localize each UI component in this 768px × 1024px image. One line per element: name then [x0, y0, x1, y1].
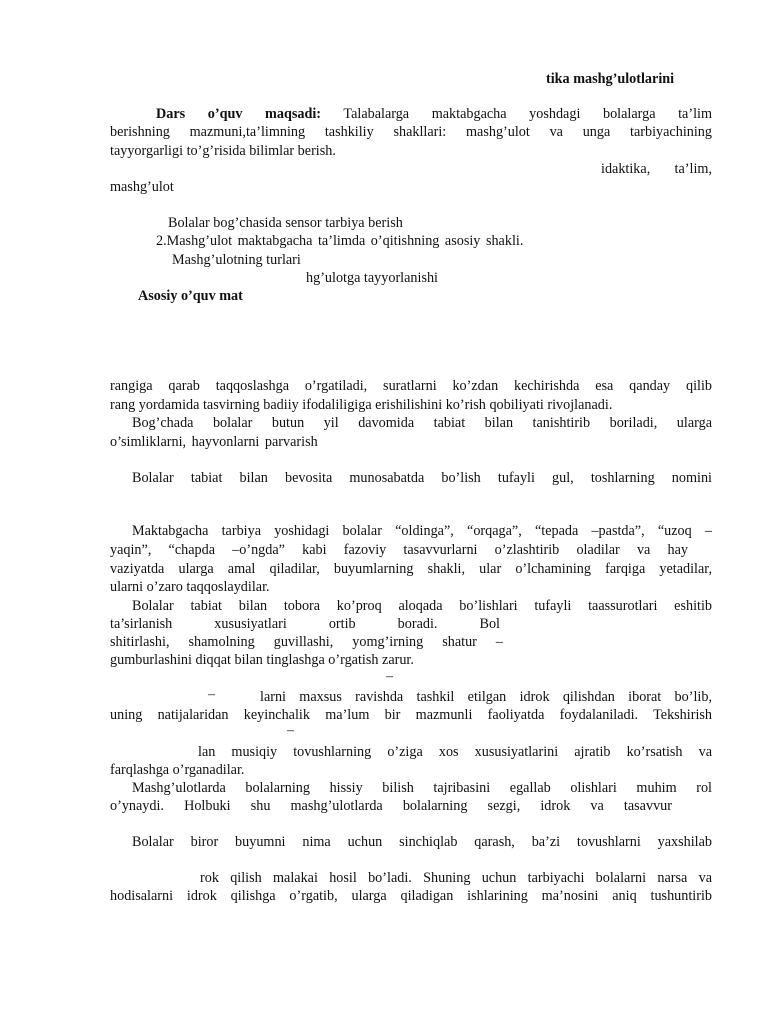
text-line: rangiga qarab taqqoslashga o’rgatiladi, suratlarni ko’zdan kechirishda esa qanday qilib	[110, 378, 712, 394]
text-line: rok qilish malakai hosil bo’ladi. Shuning uchun tarbiyachi bolalarni narsa va	[200, 870, 712, 886]
text-line: Bolalar tabiat bilan tobora ko’proq aloqada bo’lishlari tufayli taassurotlari eshitib	[132, 598, 712, 614]
text-line: ta’sirlanish xususiyatlari ortib boradi. Bol	[110, 616, 500, 632]
text-line: tayyorgarligi to’g’risida bilimlar berish.	[110, 143, 336, 159]
goal-label: Dars o’quv maqsadi:	[156, 106, 322, 122]
goal-text: Talabalarga maktabgacha yoshdagi bolalarga ta’lim	[343, 106, 712, 122]
text-line: o’ynaydi. Holbuki shu mashg’ulotlarda bolalarning sezgi, idrok va tasavvur	[110, 798, 672, 814]
text-line: lan musiqiy tovushlarning o’ziga xos xususiyatlarini ajratib ko’rsatish va	[198, 744, 712, 760]
outline-item: hg’ulotga tayyorlanishi	[306, 270, 438, 286]
text-line: vaziyatda ularga amal qiladilar, buyumlarning shakli, ular o’lchamining farqiga yetadilar,	[110, 561, 712, 577]
outline-item: Bolalar bog’chasida sensor tarbiya berish	[168, 215, 403, 231]
text-line: idaktika, ta’lim,	[601, 161, 712, 177]
text-line: mashg’ulot	[110, 179, 174, 195]
dash-mark: –	[287, 723, 294, 738]
text-line: farqlashga o’rganadilar.	[110, 762, 245, 778]
outline-item: Mashg’ulotning turlari	[172, 252, 301, 268]
text-line: hodisalarni idrok qilishga o’rgatib, ularga qiladigan ishlarining ma’nosini aniq tushuntirib	[110, 888, 712, 904]
text-line: uning natijalaridan keyinchalik ma’lum bir mazmunli faoliyatda foydalaniladi. Tekshirish	[110, 707, 712, 723]
text-line: yaqin”, “chapda –o’ngda” kabi fazoviy tasavvurlarni o’zlashtirib oladilar va hay	[110, 542, 688, 558]
section-heading: Asosiy o’quv mat	[138, 288, 243, 304]
goal-paragraph-line	[110, 105, 712, 123]
text-line: ularni o’zaro taqqoslaydilar.	[110, 579, 270, 595]
text-line: Maktabgacha tarbiya yoshidagi bolalar “oldinga”, “orqaga”, “tepada –pastda”, “uzoq –	[132, 523, 712, 539]
text-line: Bog’chada bolalar butun yil davomida tabiat bilan tanishtirib boriladi, ularga	[132, 415, 712, 431]
text-line: shitirlashi, shamolning guvillashi, yomg’irning shatur –	[110, 634, 503, 650]
document-heading: tika mashg’ulotlarini	[546, 71, 675, 87]
text-line: Bolalar tabiat bilan bevosita munosabatda bo’lish tufayli gul, toshlarning nomini	[132, 470, 712, 486]
text-line: o’simliklarni, hayvonlarni parvarish	[110, 434, 318, 450]
outline-item: 2.Mashg’ulot maktabgacha ta’limda o’qitishning asosiy shakli.	[156, 233, 524, 249]
text-line: gumburlashini diqqat bilan tinglashga o’rgatish zarur.	[110, 652, 414, 668]
dash-mark: –	[386, 669, 393, 684]
text-line: larni maxsus ravishda tashkil etilgan idrok qilishdan iborat bo’lib,	[260, 689, 712, 705]
text-line: Mashg’ulotlarda bolalarning hissiy bilish tajribasini egallab olishlari muhim rol	[132, 780, 712, 796]
dash-mark: –	[208, 687, 215, 702]
text-line: Bolalar biror buyumni nima uchun sinchiqlab qarash, ba’zi tovushlarni yaxshilab	[132, 834, 712, 850]
text-line: berishning mazmuni,ta’limning tashkiliy shakllari: mashg’ulot va unga tarbiyachining	[110, 124, 712, 140]
text-line: rang yordamida tasvirning badiiy ifodaliligiga erishilishini ko’rish qobiliyati rivojlanadi.	[110, 397, 613, 413]
